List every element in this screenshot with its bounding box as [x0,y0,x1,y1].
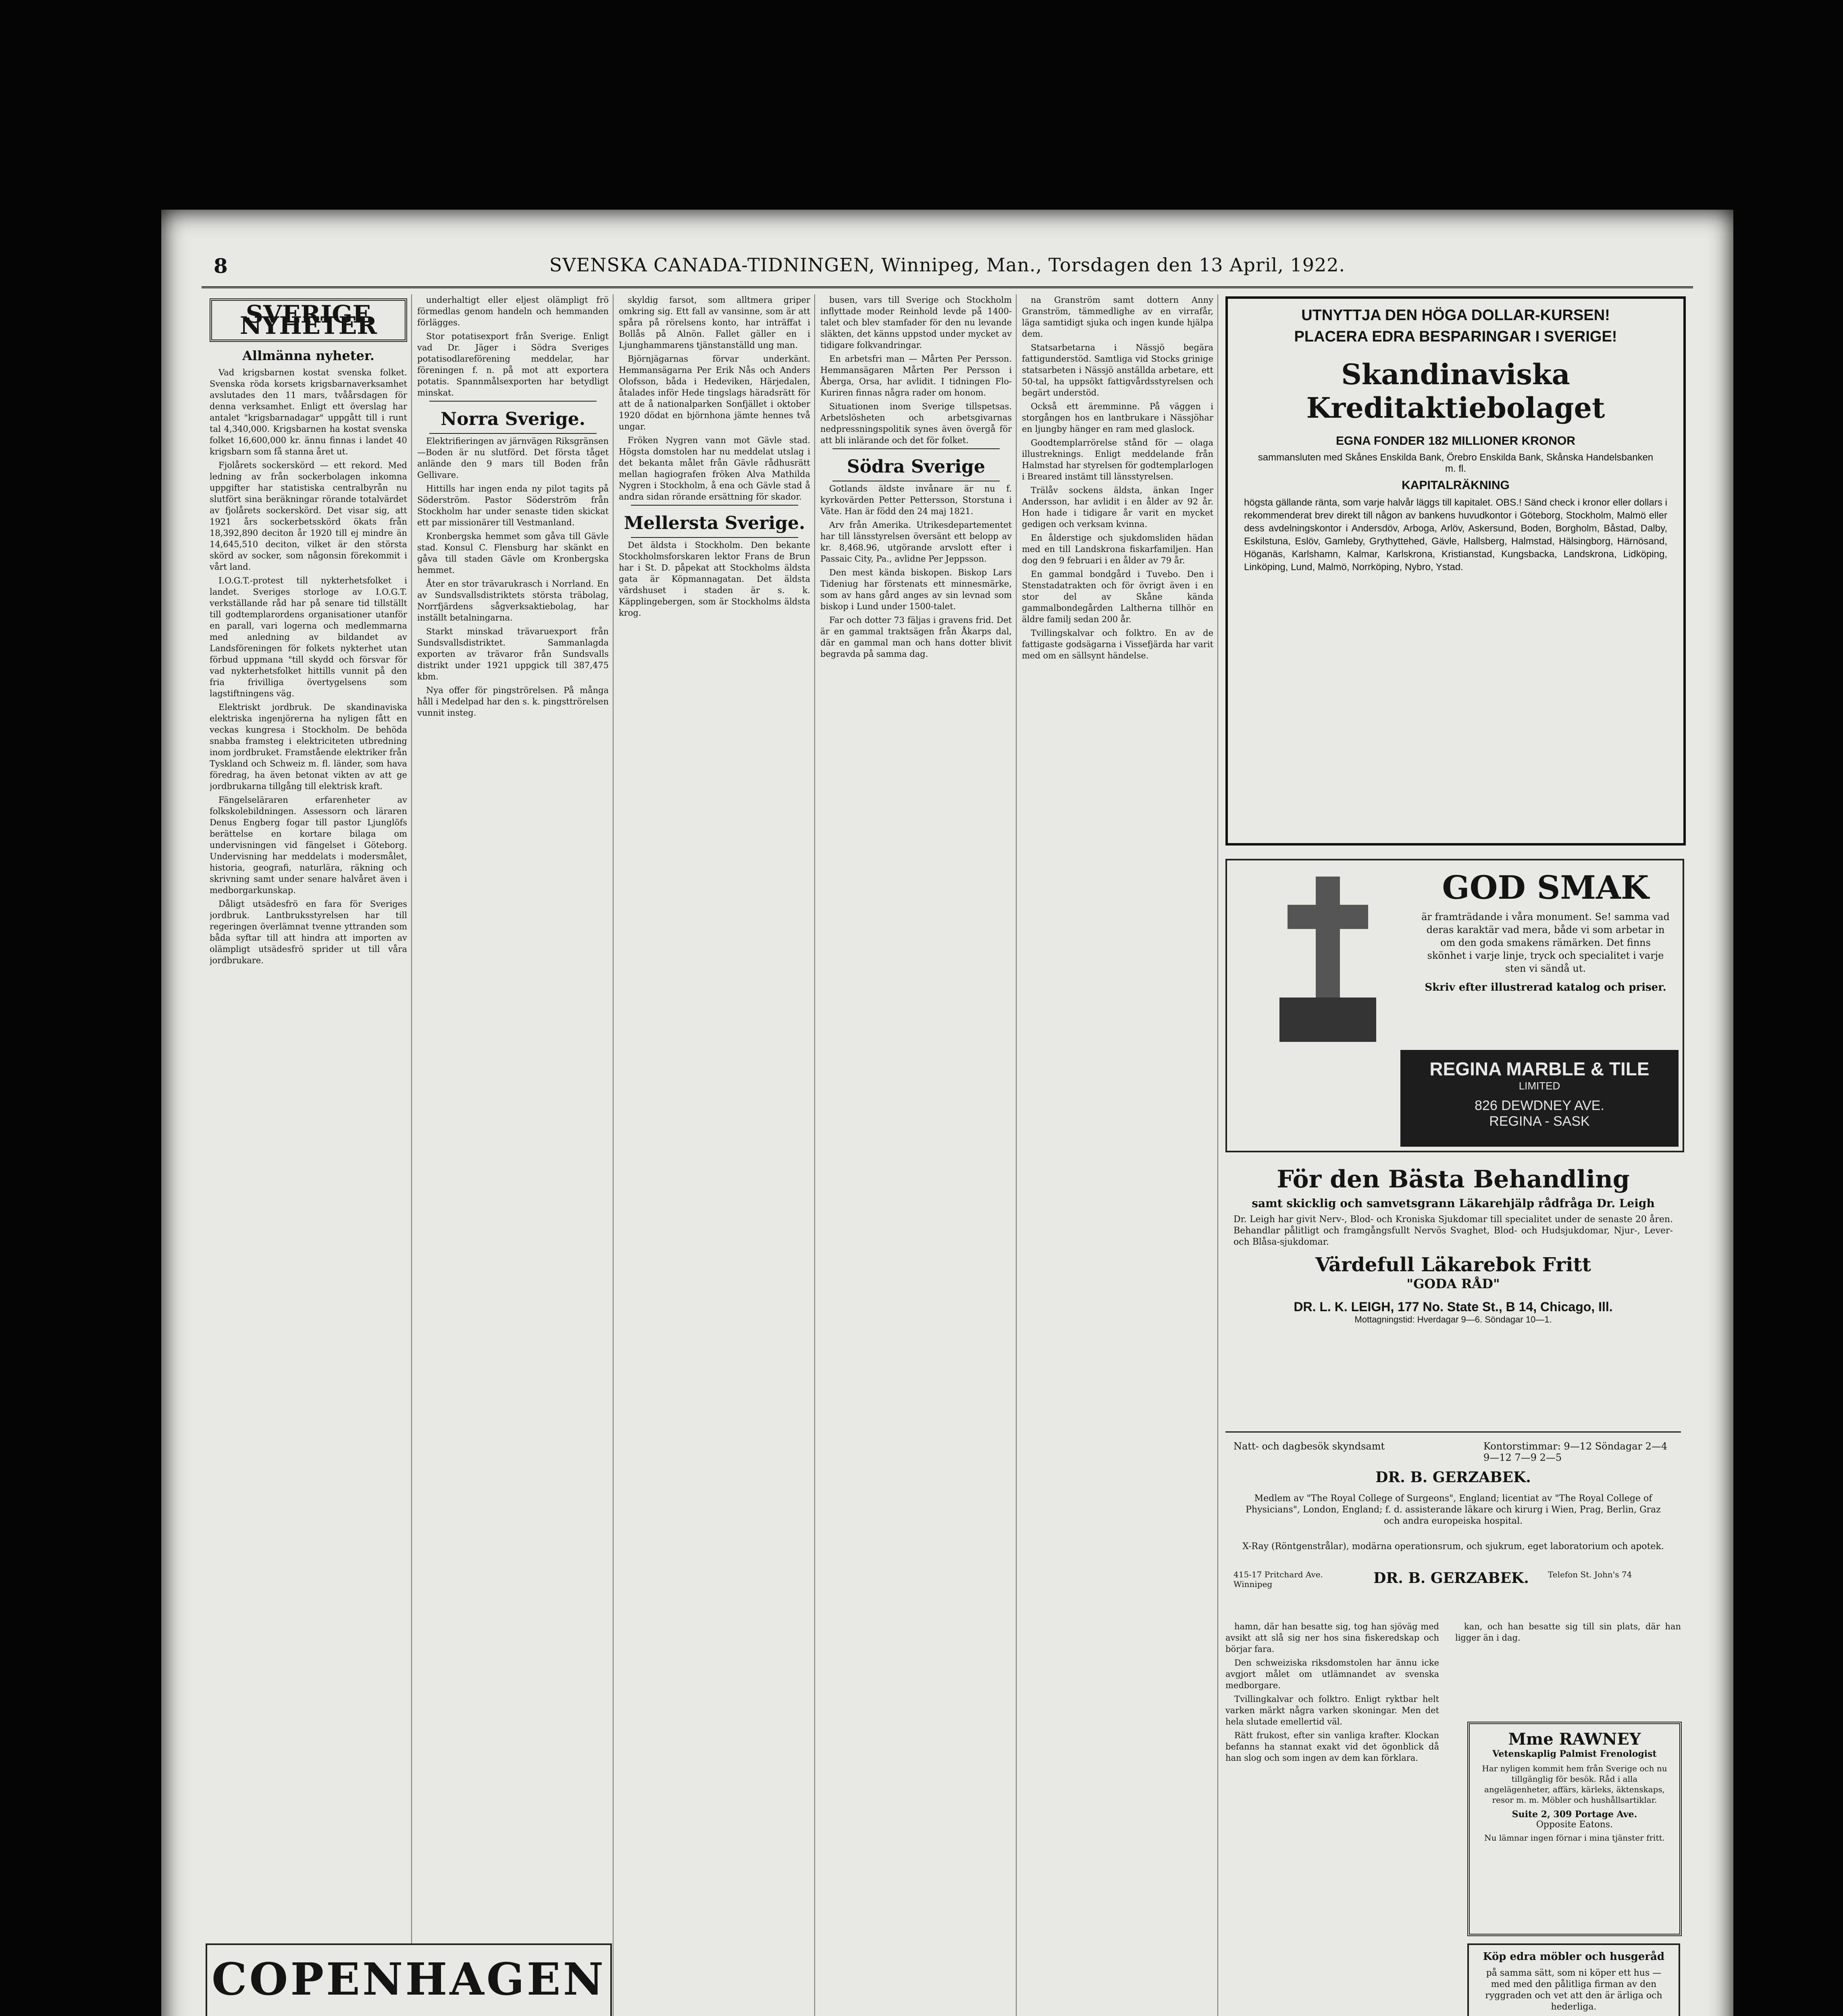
bank-capital: EGNA FONDER 182 MILLIONER KRONOR [1336,434,1575,448]
article-paragraph: Trälåv sockens äldsta, änkan Inger Andersson, har avlidit i en ålder av 92 år. Hon hade i tidigare år varit en mycket gedigen och verksam kvinna. [1022,485,1213,529]
article-paragraph: Den mest kända biskopen. Biskop Lars Tideniug har förstenats ett minnesmärke, som av hans gård anges av sin levnad som biskop i Lund under 1500-talet. [820,568,1012,611]
column-divider [411,294,412,2016]
bank-line2: PLACERA EDRA BESPARINGAR I SVERIGE! [1294,328,1617,345]
column-7-tail [1455,1621,1681,1702]
monument-company: REGINA MARBLE & TILE [1429,1058,1650,1079]
leigh-hours: Mottagningstid: Hverdagar 9—6. Söndagar 10—1. [1354,1314,1552,1325]
leigh-subtitle: samt skicklig och samvetsgrann Läkarehjälp rådfråga Dr. Leigh [1252,1197,1655,1210]
article-paragraph: Nya offer för pingströrelsen. På många håll i Medelpad har den s. k. pingsttrörelsen vunnit insteg. [417,685,609,718]
leigh-address: DR. L. K. LEIGH, 177 No. State St., B 14, Chicago, Ill. [1294,1300,1613,1314]
article-paragraph: Situationen inom Sverige tillspetsas. Arbetslösheten och arbetsgivarnas nedpressningspolitik synes även övergå för att bli inlärande och det för folket. [820,402,1012,445]
sverige-nyheter-title: SVERIGE NYHETER [210,298,407,342]
article-paragraph: kan, och han besatte sig till sin plats, där han ligger än i dag. [1455,1622,1681,1643]
section-rule [429,433,597,434]
rawney-sub: Vetenskaplig Palmist Frenologist [1492,1749,1657,1759]
column-5 [1022,294,1213,2016]
article-paragraph: Gotlands äldste invånare är nu f. kyrkovärden Petter Pettersson, Storstuna i Väte. Han är född den 24 maj 1821. [820,484,1012,516]
leigh-body: Dr. Leigh har givit Nerv-, Blod- och Kroniska Sjukdomar till specialitet under de senaste 20 åren. Behandlar pålitligt och framgångsfullt Nervös Svaghet, Blod- och Hudsjukdomar, Njur-, Lever- och Blåsa-sjukdomar. [1234,1214,1673,1247]
section-heading-mellersta: Mellersta Sverige. [624,513,805,533]
header-rule [202,286,1693,288]
section-heading-norra: Norra Sverige. [440,409,586,429]
copenhagen-title: COPENHAGEN [211,1953,606,2005]
monument-limited: LIMITED [1518,1080,1560,1092]
article-paragraph: Dåligt utsädesfrö en fara för Sveriges jordbruk. Lantbruksstyrelsen har till regeringen överlämnat tvenne yttranden som båda syftar till att hindra att importen av olämpligt utsädesfrö sprider ut till våra jordbrukare. [210,899,407,965]
bank-merger: sammansluten med Skånes Enskilda Bank, Örebro Enskilda Bank, Skånska Handelsbanken m. fl. [1258,452,1654,474]
article-paragraph: busen, vars till Sverige och Stockholm inflyttade moder Reinhold levde på 1400-talet och blev stamfader för den nu levande släkten, det känns uppstod under mycket av tidigare folkvandringar. [820,295,1012,350]
article-paragraph: En arbetsfri man — Mårten Per Persson. Hemmansägaren Mårten Per Persson i Åberga, Orsa, har avlidit. I tidningen Flo-Kuriren finnas några rader om honom. [820,354,1012,398]
rawney-name: Mme RAWNEY [1508,1730,1641,1749]
gerzabek-name: DR. B. GERZABEK. [1375,1469,1531,1486]
column-divider [613,294,614,2016]
article-paragraph: Arv från Amerika. Utrikesdepartementet har till länsstyrelsen översänt ett belopp av kr. 8,468.96, utgörande arvslott efter i Passaic City, Pa., avlidne Per Jeppsson. [820,520,1012,564]
bank-name: Skandinaviska Kreditaktiebolaget [1306,358,1605,425]
section-heading: Allmänna nyheter. [242,348,374,363]
gerzabek-hours-right: Kontorstimmar: 9—12 Söndagar 2—4 9—12 7—9 2—5 [1483,1441,1668,1463]
monument-city: REGINA - SASK [1489,1114,1590,1129]
article-paragraph: Hittills har ingen enda ny pilot tagits på Söderström. Pastor Söderström från Stockholm har under senaste tiden skickat ett par missionärer till Vestmanland. [417,484,609,527]
article-paragraph: Kronbergska hemmet som gåva till Gävle stad. Konsul C. Flensburg har skänkt en gåva till staden Gävle om Kronbergska hemmet. [417,531,609,575]
article-paragraph: Stor potatisexport från Sverige. Enligt vad Dr. Jäger i Södra Sveriges potatisodlareförening meddelar, har föreningen f. n. på mot att exportera potatis. Spannmålsexporten har betydligt minskat. [417,331,609,398]
gerzabek-ad [1225,1431,1681,1610]
column-1 [210,294,407,1504]
column-2 [417,294,609,1504]
article-paragraph: Far och dotter 73 fäljas i gravens frid. Det är en gammal traktsägen från Åkarps dal, där en gammal man och hans dotter blivit begravda på samma dag. [820,615,1012,659]
column-3 [619,294,810,2016]
newspaper-page [161,210,1733,2016]
section-rule [631,537,798,538]
article-paragraph: Vad krigsbarnen kostat svenska folket. Svenska röda korsets krigsbarnaverksamhet avslutades den 11 mars, tvåårsdagen för denna verksamhet. Enligt ett överslag har antalet "krigsbarnadagar" uppgått till i runt tal 4,340,000. Krigsbarnen ha kostat svenska folket 16,600,000 kr. ännu finnas i landet 40 krigsbarn som få stanna året ut. [210,368,407,456]
banfield-title: Köp edra möbler och husgeråd [1483,1951,1665,1963]
section-rule [631,505,798,506]
rawney-ad [1467,1722,1682,1936]
monument-company-box [1400,1050,1679,1147]
gerzabek-hours-left: Natt- och dagbesök skyndsamt [1234,1441,1385,1452]
monument-title: GOD SMAK [1442,868,1649,906]
column-divider [1217,294,1218,2016]
cross-monument-icon [1251,877,1404,1046]
article-paragraph: Elektrifieringen av järnvägen Riksgränsen—Boden är nu slutförd. Det första tåget anlände den 9 mars till Boden från Gellivare. [417,436,609,480]
article-paragraph: Fängelseläraren erfarenheter av folkskolebildningen. Assessorn och läraren Denus Engberg fogar till pastor Ljunglöfs berättelse en kortare bilaga om undervisningen vid fängelset i Göteborg. Undervisning har meddelats i modersmålet, historia, geografi, naturlära, räkning och skrivning samt under senare halvåret även i medborgarkunskap. [210,795,407,895]
article-paragraph: na Granström samt dottern Anny Granström, tämmedlighe av en virrafår, läga samtidigt sjuka och ingen kunde hjälpa dem. [1022,295,1213,339]
column-divider [814,294,815,2016]
gerzabek-phone: Telefon St. John's 74 [1548,1570,1632,1579]
article-paragraph: Rätt frukost, efter sin vanliga krafter. Klockan befanns ha stannat exakt vid det ögonblick då han slog och som ingen av dem kan förklara. [1225,1731,1439,1763]
rawney-address: Suite 2, 309 Portage Ave. [1512,1809,1637,1820]
bank-subheading: KAPITALRÄKNING [1402,479,1510,492]
column-6 [1225,1621,1439,2016]
article-paragraph: Tvillingkalvar och folktro. Enligt ryktbar helt varken märkt några varken skoningar. Men det hela slutade emellertid väl. [1225,1694,1439,1727]
section-rule [832,448,1000,449]
article-paragraph: Björnjägarnas förvar underkänt. Hemmansägarna Per Erik Nås och Anders Olofsson, båda i Hedeviken, Härjedalen, åtalades inför Hede tingslags häradsrätt för att de å nationalparken Sonfjället i oktober 1920 dödat en björnhona jämte hennes två ungar. [619,354,810,431]
article-paragraph: Goodtemplarrörelse stånd för — olaga illustreknings. Enligt meddelande från Halmstad har styrelsen för godtemplarlogen i Breared instämt till länsstyrelsen. [1022,438,1213,481]
article-paragraph: Fjolårets sockerskörd — ett rekord. Med ledning av från sockerbolagen inkomna uppgifter har statistiska centralbyrån nu slutfört sina beräkningar rörande totalvärdet av fjolårets sockerskörd. Det visar sig, att 1921 års sockerbetsskörd ökats från 18,392,890 deciton år 1920 till ej mindre än 14,645,510 deciton, vilket är den största skörd av socker, som någonsin förekommit i vårt land. [210,460,407,572]
monument-cta: Skriv efter illustrerad katalog och priser. [1425,981,1666,993]
column-4 [820,294,1012,2016]
monument-body: är framträdande i våra monument. Se! samma vad deras karaktär vad mera, både vi som arbetar in om den goda smakens rämärken. Det finns skönhet i varje linje, tryck och specialitet i varje sten vi sändå ut. [1421,911,1670,974]
article-paragraph: Det äldsta i Stockholm. Den bekante Stockholmsforskaren lektor Frans de Brun har i St. D. påpekat att Stockholms äldsta gata är Köpmannagatan. Det äldsta värdshuset i staden är s. k. Käpplingebergen, som är Stockholms äldsta krog. [619,540,810,618]
article-paragraph: underhaltigt eller eljest olämpligt frö förmedlas genom handeln och hemmanden förlägges. [417,295,609,327]
gerzabek-body: Medlem av "The Royal College of Surgeons", England; licentiat av "The Royal College of Physicians", London, England; f. d. assisterande läkare och kirurg i Wien, Prag, Berlin, Graz och andra europeiska hospital. [1246,1493,1661,1526]
monument-ad [1225,859,1684,1152]
article-paragraph: Statsarbetarna i Nässjö begära fattigunderstöd. Samtliga vid Stocks grinige statsarbeten i Nässjö anställda arbetare, ett 50-tal, ha uppsökt fattigvårdsstyrelsen och begärt understöd. [1022,343,1213,398]
article-paragraph: Den schweiziska riksdomstolen har ännu icke avgjort målet om utlämnandet av svenska medborgare. [1225,1658,1439,1690]
bank-ad [1225,296,1686,846]
rawney-address-2: Opposite Eatons. [1536,1820,1613,1830]
article-paragraph: Starkt minskad trävaruexport från Sundsvallsdistriktet. Sammanlagda exporten av trävaror från Sundsvalls distrikt under 1921 uppgick till 387,475 kbm. [417,627,609,681]
article-paragraph: En gammal bondgård i Tuvebo. Den i Stenstadatrakten och för övrigt även i en stor del av Skåne kända gammalbondegården Laltherna tillhör en äldre familj sedan 200 år. [1022,569,1213,624]
section-heading-sodra: Södra Sverige [847,456,985,477]
banfield-ad [1467,1943,1680,2016]
article-paragraph: Åter en stor trävarukrasch i Norrland. En av Sundsvallsdistriktets största träbolag, Norrfjärdens sågverksaktiebolag, har inställt betalningarna. [417,579,609,623]
gerzabek-address: 415-17 Pritchard Ave. Winnipeg [1234,1570,1323,1589]
article-paragraph: Elektriskt jordbruk. De skandinaviska elektriska ingenjörerna ha nyligen fått en veckas kungresa i Stockholm. De behöda snabba framsteg i elektriciteten utbredning inom jordbruket. Framstående elektriker från Tyskland och Schweiz m. fl. länder, som hava föredrag, ha även betonat vikten av att ge jordbrukarna tillgång till elektrisk kraft. [210,702,407,791]
article-paragraph: I.O.G.T.-protest till nykterhetsfolket i landet. Sveriges storloge av I.O.G.T. verkställande råd har på senare tid tillställt till godtemplarordens organisationer utanför en parall, vari logerna och medlemmarna med anledning av bildandet av Landsföreningen för folkets nykterhet utan förbud uppmana "till skydd och försvar för vad nykterhetsfolket hittills vunnit på den fria frivilliga övertygelsens som lagstiftningens väg. [210,576,407,698]
page-header [161,254,1733,286]
leigh-book: Värdefull Läkarebok Fritt [1315,1254,1591,1276]
article-paragraph: Fröken Nygren vann mot Gävle stad. Högsta domstolen har nu meddelat utslag i det bekanta målet från Gävle rådhusrätt mellan hagiografen fröken Alva Mathilda Nygren i Stockholm, å ena och Gävle stad å andra sidan rörande ersättning för skador. [619,435,810,502]
page-number: 8 [214,254,228,278]
column-divider [1016,294,1017,2016]
masthead: SVENSKA CANADA-TIDNINGEN, Winnipeg, Man., Torsdagen den 13 April, 1922. [549,254,1346,276]
copenhagen-ad [206,1943,612,2016]
article-paragraph: Också ett äremminne. På väggen i storgången hos en lantbrukare i Nässjöhar en ljungby hänger en ram med glaslock. [1022,402,1213,434]
section-rule [429,401,597,402]
bank-body: högsta gällande ränta, som varje halvår läggs till kapitalet. OBS.! Sänd check i kronor eller dollars i rekommenderat brev direkt till någon av bankens huvudkontor i Göteborg, Stockholm, Malmö eller dess avdelningskontor i Andersdöv, Arboga, Arlöv, Askersund, Boden, Borgholm, Båstad, Dalby, Eskilstuna, Eslöv, Gamleby, Grythyttehed, Gävle, Hallsberg, Halmstad, Hälsingborg, Härnösand, Höganäs, Karlshamn, Kalmar, Karlskrona, Kristianstad, Kungsbacka, Landskrona, Lidköping, Linköping, Lund, Malmö, Norrköping, Nybro, Ystad. [1244,497,1667,573]
article-paragraph: skyldig farsot, som alltmera griper omkring sig. Ett fall av vansinne, som är att spåra på rörelsens konto, har inträffat i Bollås på Alnön. Fallet gäller en i Ljunghammarens tjänstanställd ung man. [619,295,810,350]
banfield-body: på samma sätt, som ni köper ett hus — med med den pålitliga firman av den ryggraden och vet att den är ärliga och hederliga. [1485,1968,1662,2012]
leigh-title: För den Bästa Behandling [1277,1165,1630,1193]
gerzabek-xray: X-Ray (Röntgenstrålar), modärna operationsrum, och sjukrum, eget laboratorium och apotek. [1242,1541,1664,1552]
rawney-body: Har nyligen kommit hem från Sverige och nu tillgänglig för besök. Råd i alla angelägenheter, affärs, kärleks, äktenskaps, resor m. m. Möbler och hushållsartiklar. [1482,1764,1667,1805]
monument-address: 826 DEWDNEY AVE. [1475,1098,1604,1113]
article-paragraph: Tvillingskalvar och folktro. En av de fattigaste godsägarna i Vissefjärda har varit med om en sällsynt händelse. [1022,628,1213,660]
leigh-motto: "GODA RÅD" [1406,1276,1500,1291]
gerzabek-name-2: DR. B. GERZABEK. [1373,1570,1529,1587]
article-paragraph: En ålderstige och sjukdomsliden hädan med en till Landskrona fiskarfamiljen. Han dog den 9 februari i en ålder av 79 år. [1022,533,1213,565]
leigh-ad [1225,1165,1681,1423]
bank-line1: UTNYTTJA DEN HÖGA DOLLAR-KURSEN! [1301,307,1610,324]
article-paragraph: hamn, där han besatte sig, tog han sjöväg med avsikt att slå sig ner hos sina fiskeredskap och börjar fara. [1225,1622,1439,1654]
rawney-note: Nu lämnar ingen förnar i mina tjänster fritt. [1484,1833,1665,1843]
